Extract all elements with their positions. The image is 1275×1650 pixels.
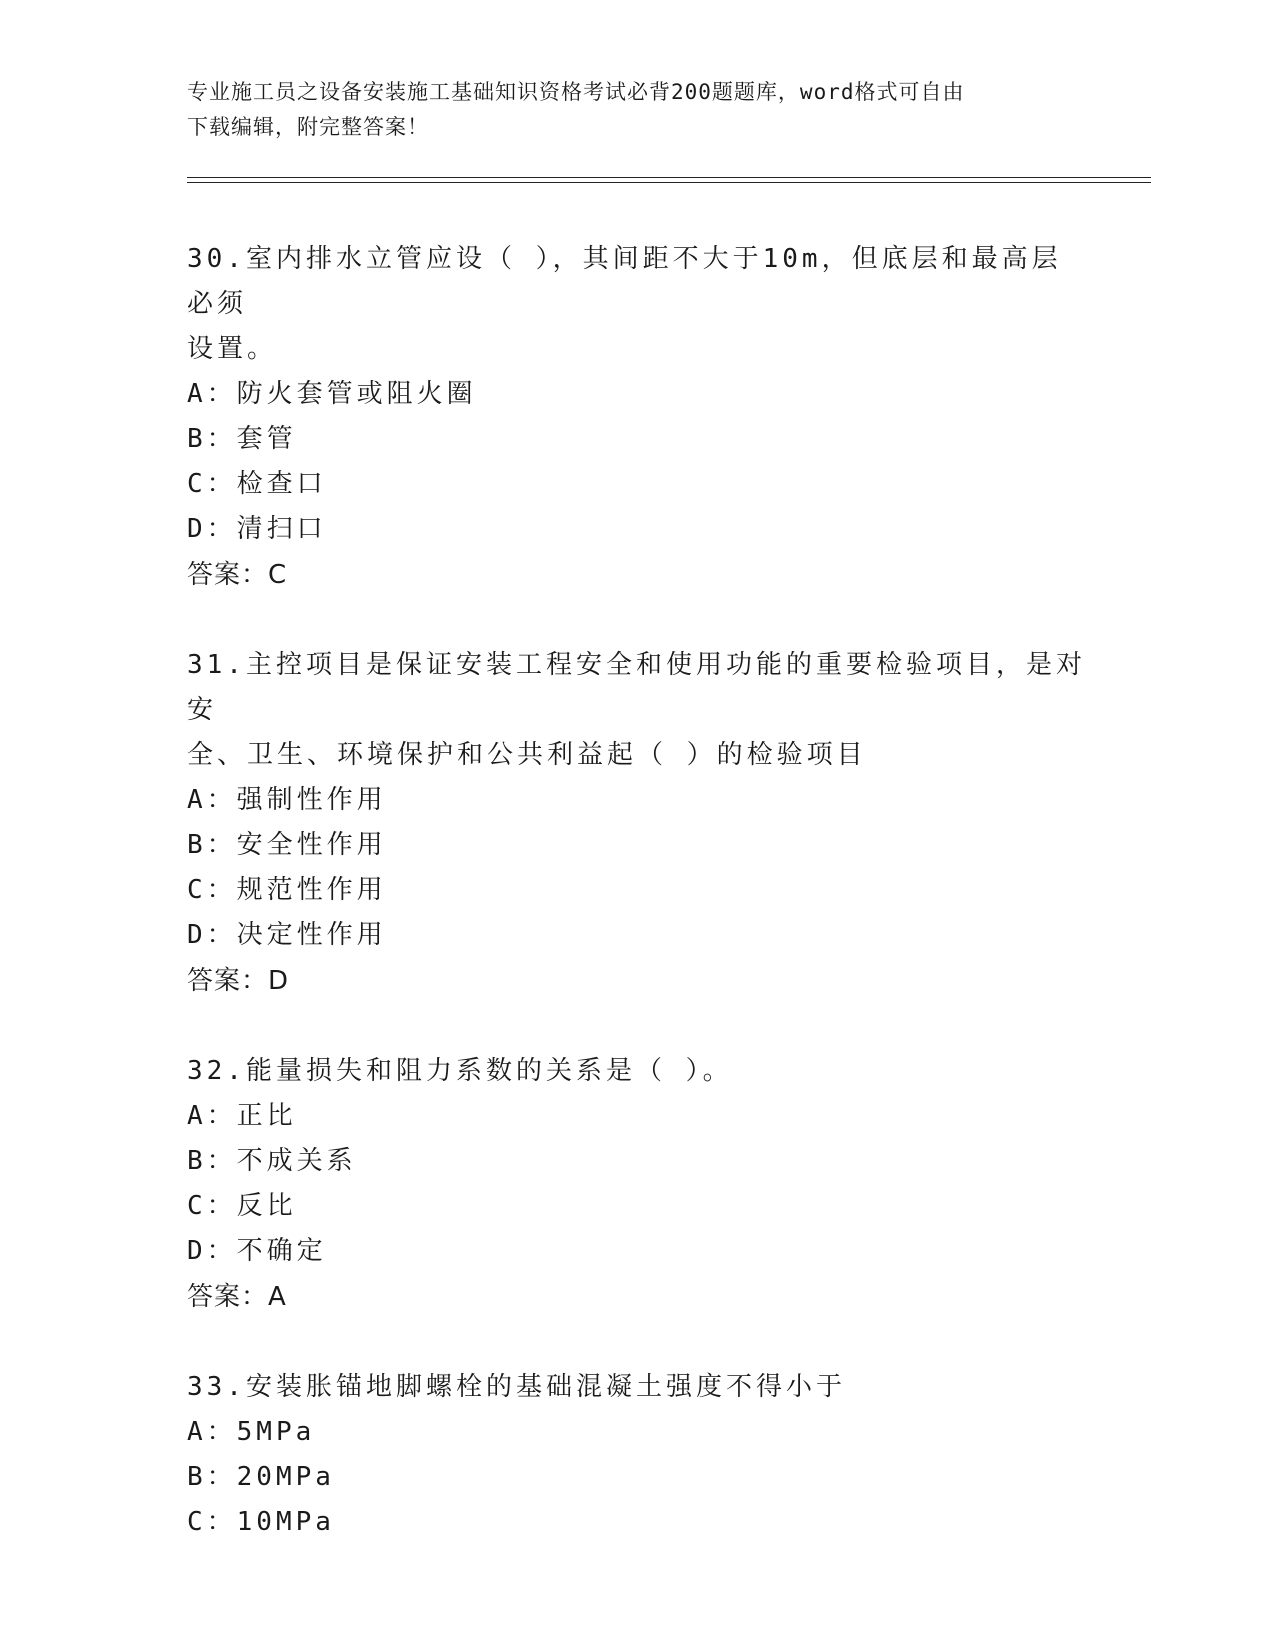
- option-c: C：规范性作用: [187, 875, 387, 905]
- option-b: B：套管: [187, 424, 297, 454]
- question-text: [187, 643, 1087, 778]
- question-list: [187, 237, 1087, 1590]
- option-c: C：检查口: [187, 469, 327, 499]
- question-30: [187, 237, 1087, 598]
- question-text-line: 32.能量损失和阻力系数的关系是（ ）。: [187, 1056, 733, 1086]
- option-d: D：清扫口: [187, 514, 327, 544]
- header-divider-bottom: [187, 182, 1151, 183]
- question-text-line: 33.安装胀锚地脚螺栓的基础混凝土强度不得小于: [187, 1372, 846, 1402]
- question-text-line: 31.主控项目是保证安装工程安全和使用功能的重要检验项目，是对安: [187, 650, 1086, 725]
- question-33: [187, 1365, 1087, 1545]
- option-a: A：防火套管或阻火圈: [187, 379, 477, 409]
- header-divider-top: [187, 177, 1151, 178]
- answer: 答案：A: [187, 1282, 287, 1312]
- option-a: A：正比: [187, 1101, 297, 1131]
- document-header: [187, 75, 1087, 145]
- option-d: D：决定性作用: [187, 920, 387, 950]
- question-text-line: 30.室内排水立管应设（ ），其间距不大于10m，但底层和最高层必须: [187, 244, 1062, 319]
- question-text-line: 全、卫生、环境保护和公共利益起（ ）的检验项目: [187, 740, 867, 770]
- option-c: C：反比: [187, 1191, 297, 1221]
- option-a: A：强制性作用: [187, 785, 387, 815]
- question-text: [187, 1049, 1087, 1094]
- option-c: C：10MPa: [187, 1507, 335, 1537]
- option-b: B：安全性作用: [187, 830, 387, 860]
- question-text-line: 设置。: [187, 334, 278, 364]
- question-text: [187, 1365, 1087, 1410]
- option-d: D：不确定: [187, 1236, 327, 1266]
- question-32: [187, 1049, 1087, 1320]
- question-text: [187, 237, 1087, 372]
- option-b: B：不成关系: [187, 1146, 357, 1176]
- option-b: B：20MPa: [187, 1462, 335, 1492]
- answer: 答案：D: [187, 966, 290, 996]
- header-line-2: 下载编辑，附完整答案！: [187, 115, 429, 139]
- header-line-1: 专业施工员之设备安装施工基础知识资格考试必背200题题库，word格式可自由: [187, 80, 965, 104]
- answer: 答案：C: [187, 560, 288, 590]
- question-31: [187, 643, 1087, 1004]
- option-a: A：5MPa: [187, 1417, 316, 1447]
